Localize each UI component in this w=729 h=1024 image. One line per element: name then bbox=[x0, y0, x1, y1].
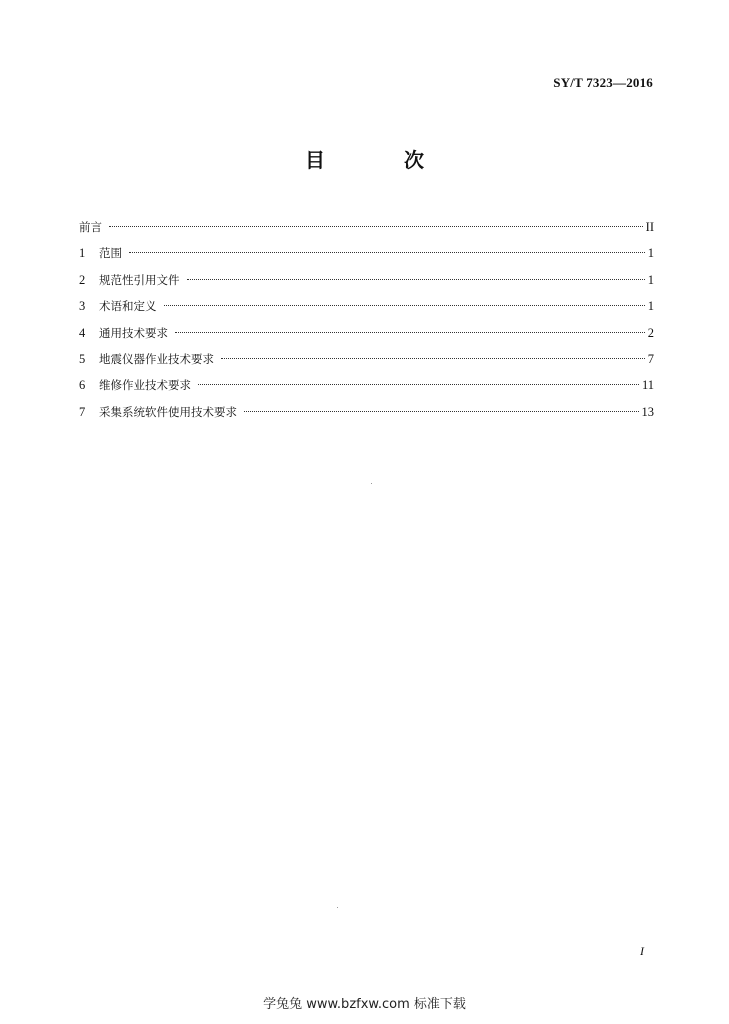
toc-entry-page: II bbox=[645, 220, 654, 234]
toc-entry-page: 13 bbox=[641, 404, 654, 419]
toc-entry-label: 范围 bbox=[99, 246, 122, 261]
toc-entry-page: 11 bbox=[641, 378, 654, 393]
scan-speck bbox=[337, 907, 338, 908]
toc-entry-2[interactable] bbox=[79, 270, 654, 296]
toc-leader-dots bbox=[187, 279, 645, 280]
toc-entry-label: 采集系统软件使用技术要求 bbox=[99, 404, 237, 419]
toc-entry-page: 1 bbox=[647, 272, 654, 287]
toc-entry-number: 4 bbox=[79, 325, 86, 340]
toc-leader-dots bbox=[221, 358, 645, 359]
toc-leader-dots bbox=[198, 384, 639, 385]
toc-entry-label: 规范性引用文件 bbox=[99, 272, 180, 287]
toc-entry-page: 7 bbox=[647, 351, 654, 366]
toc-entry-label: 维修作业技术要求 bbox=[99, 378, 191, 393]
page-number: I bbox=[640, 944, 644, 958]
toc-entry-page: 2 bbox=[647, 325, 654, 340]
toc-leader-dots bbox=[164, 305, 645, 306]
footer-watermark: 学兔兔 www.bzfxw.com 标准下载 bbox=[263, 997, 466, 1012]
toc-entry-page: 1 bbox=[647, 246, 654, 261]
toc-title: 目 次 bbox=[305, 148, 460, 172]
toc-entry-number: 7 bbox=[79, 404, 86, 419]
toc-entry-6[interactable] bbox=[79, 375, 654, 401]
toc-entry-page: 1 bbox=[647, 299, 654, 314]
toc-leader-dots bbox=[175, 332, 645, 333]
toc-entry-number: 5 bbox=[79, 351, 86, 366]
toc-entry-7[interactable] bbox=[79, 402, 654, 428]
toc-entry-label: 通用技术要求 bbox=[99, 325, 168, 340]
toc-entry-number: 3 bbox=[79, 299, 86, 314]
toc-entry-number: 1 bbox=[79, 246, 86, 261]
table-of-contents bbox=[79, 217, 654, 428]
toc-entry-3[interactable] bbox=[79, 296, 654, 322]
toc-entry-label: 前言 bbox=[79, 220, 102, 234]
toc-leader-dots bbox=[109, 226, 643, 227]
toc-entry-preface[interactable] bbox=[79, 217, 654, 243]
toc-entry-4[interactable] bbox=[79, 323, 654, 349]
toc-entry-label: 术语和定义 bbox=[99, 299, 157, 314]
toc-entry-number: 2 bbox=[79, 272, 86, 287]
toc-entry-label: 地震仪器作业技术要求 bbox=[99, 351, 214, 366]
scan-speck bbox=[371, 483, 372, 484]
toc-leader-dots bbox=[244, 411, 639, 412]
standard-code: SY/T 7323—2016 bbox=[553, 75, 653, 90]
toc-entry-5[interactable] bbox=[79, 349, 654, 375]
toc-entry-number: 6 bbox=[79, 378, 86, 393]
toc-leader-dots bbox=[129, 252, 645, 253]
toc-entry-1[interactable] bbox=[79, 243, 654, 269]
